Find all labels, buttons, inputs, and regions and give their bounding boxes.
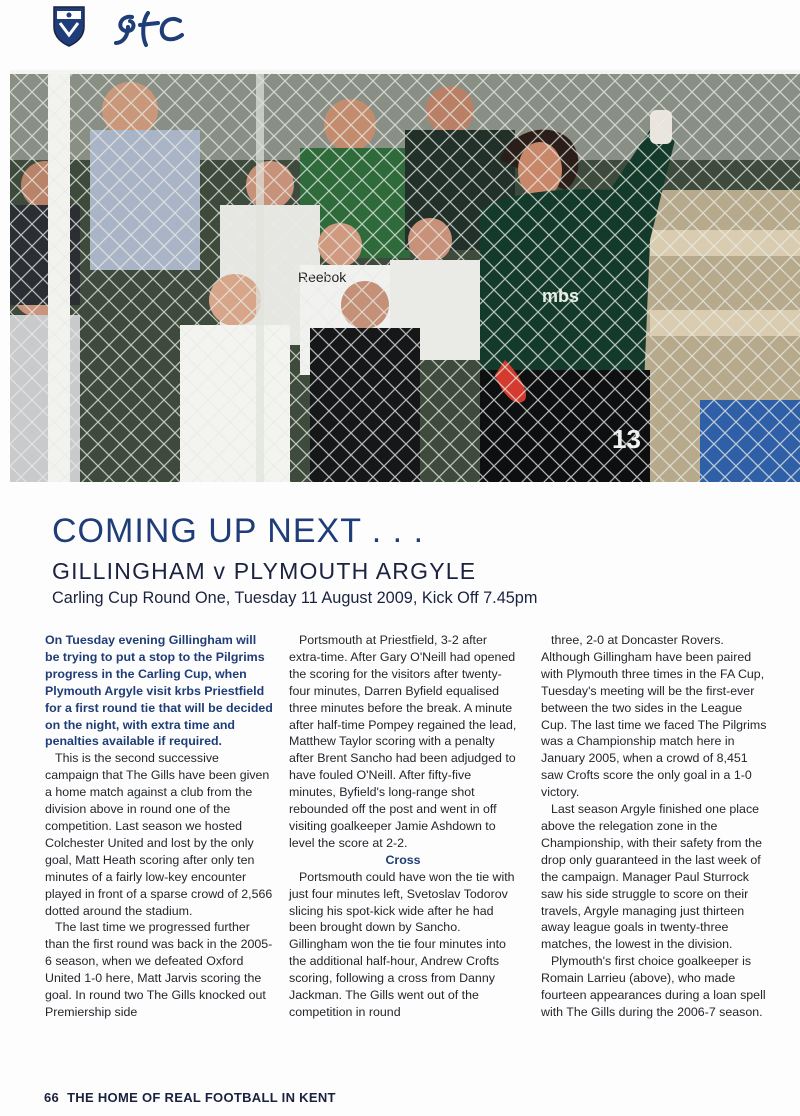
article-column-2 (289, 632, 517, 1021)
gfc-monogram-icon (112, 7, 186, 49)
article-paragraph: The last time we progressed further than the first round was back in the 2005-6 season, when we defeated Oxford United 1-0 here, Matt Jarvis scoring the goal. In round two The Gills knocked out Premiership side (45, 920, 273, 1019)
footer-tagline: THE HOME OF REAL FOOTBALL IN KENT (67, 1090, 336, 1105)
fixture-details: Carling Cup Round One, Tuesday 11 August 2009, Kick Off 7.45pm (52, 589, 538, 607)
article-paragraph: This is the second successive campaign that The Gills have been given a home match against a club from the division above in round one of the competition. Last season we hosted Colchester United and lost by the only goal, Matt Heath scoring after only ten minutes of a fairly low-key encounter played in front of a sparse crowd of 2,566 dotted around the stadium. (45, 751, 273, 918)
article-paragraph: Plymouth's first choice goalkeeper is Romain Larrieu (above), who made fourteen appearances during a loan spell with The Gills during the 2006-7 season. (541, 954, 766, 1019)
article-paragraph: Portsmouth could have won the tie with just four minutes left, Svetoslav Todorov slicing his spot-kick wide after he had been brought down by Sancho. Gillingham won the tie four minutes into the additional half-hour, Andrew Crofts scoring, following a cross from Danny Jackman. The Gills went out of the competition in round (289, 869, 515, 1019)
page-number: 66 (44, 1090, 60, 1105)
article-column-3 (541, 632, 769, 1021)
goalkeeper-photo (10, 70, 800, 482)
page-footer (44, 1090, 344, 1105)
article-column-1 (45, 632, 273, 1021)
article-paragraph: Portsmouth at Priestfield, 3-2 after extra-time. After Gary O'Neill had opened the scoring for the visitors after twenty-four minutes, Darren Byfield equalised three minutes before the break. A minute after half-time Pompey regained the lead, Matthew Taylor scoring with a penalty after Brent Sancho had been adjudged to have fouled O'Neill. After fifty-five minutes, Byfield's long-range shot rebounded off the post and went in off visiting goalkeeper Jamie Ashdown to level the score at 2-2. (289, 633, 517, 850)
crosshead: Cross (385, 852, 421, 867)
page-heading: COMING UP NEXT . . . (52, 512, 425, 550)
fixture-teams: GILLINGHAM v PLYMOUTH ARGYLE (52, 558, 477, 584)
club-crest-icon (52, 5, 86, 47)
article-intro: On Tuesday evening Gillingham will be trying to put a stop to the Pilgrims progress in the Carling Cup, when Plymouth Argyle visit krbs Priestfield for a first round tie that will be decided on the night, with extra time and penalties available if required. (45, 633, 273, 749)
article-paragraph: Last season Argyle finished one place above the relegation zone in the Championship, with their safety from the drop only guaranteed in the last week of the campaign. Manager Paul Sturrock saw his side struggle to score on their travels, Argyle managing just thirteen away league goals in twenty-three matches, the lowest in the division. (541, 802, 763, 952)
article-paragraph: three, 2-0 at Doncaster Rovers. Although Gillingham have been paired with Plymouth three times in the FA Cup, Tuesday's meeting will be the first-ever between the two sides in the League Cup. The last time we faced The Pilgrims was a Championship match here in January 2005, when a crowd of 8,451 saw Crofts score the only goal in a 1-0 victory. (541, 633, 767, 800)
